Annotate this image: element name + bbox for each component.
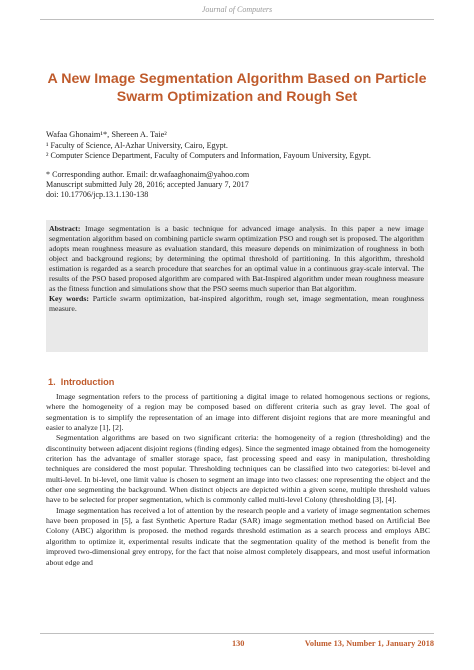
keywords-label: Key words: xyxy=(49,294,89,303)
introduction-body xyxy=(46,392,430,568)
section-heading xyxy=(48,377,114,387)
doi: doi: 10.17706/jcp.13.1.130-138 xyxy=(46,190,149,200)
keywords xyxy=(49,294,424,314)
paragraph: Image segmentation refers to the process of partitioning a digital image to related homogenous sections or regions, where the homogeneity of a region may be composed based on different criteria such as gray level. The goal of segmentation is to simplify the representation of an image into different disjoint regions that are more meaningful and easier to analyze [1], [2]. xyxy=(46,392,430,433)
affiliation-2: ² Computer Science Department, Faculty of Computers and Information, Fayoum University, Egypt. xyxy=(46,151,371,161)
manuscript-dates: Manuscript submitted July 28, 2016; accepted January 7, 2017 xyxy=(46,180,249,190)
section-number: 1. xyxy=(48,377,56,387)
page-number: 130 xyxy=(232,639,245,648)
abstract-text: Image segmentation is a basic technique for advanced image analysis. In this paper a new image segmentation algorithm based on combining particle swarm optimization PSO and rough set is proposed. The algorithm adopts mean roughness measure as evaluation standard, this measure depends on minimization of roughness in both object and background regions; by determining the optimal threshold of partitioning. In this algorithm, threshold estimation is regarded as a search procedure that searches for an optimal value in a continuous gray-scale interval. The results of the PSO based proposed algorithm are compared with Bat-Inspired algorithm under mean roughness measure as the fitness function and simulations show that the PSO seems much superior than Bat algorithm. xyxy=(49,224,424,294)
affiliations xyxy=(46,141,430,161)
paper-title: A New Image Segmentation Algorithm Based on Particle Swarm Optimization and Rough Set xyxy=(47,71,427,105)
volume-info: Volume 13, Number 1, January 2018 xyxy=(304,639,434,648)
affiliation-1: ¹ Faculty of Science, Al-Azhar University, Cairo, Egypt. xyxy=(46,141,228,150)
keywords-text: Particle swarm optimization, bat-inspired algorithm, rough set, image segmentation, mean roughness measure. xyxy=(49,294,424,314)
paragraph: Segmentation algorithms are based on two significant criteria: the homogeneity of a region (thresholding) and the discontinuity between adjacent disjoint regions (finding edges). Since the segmented image obtained from the homogeneity criterion has the advantage of smaller storage space, fast processing speed and easy in manipulation, thresholding techniques are considered the most popular. Thresholding techniques can be classified into two categories: bi-level and multi-level. In bi-level, one limit value is chosen to segment an image into two classes: one representing the object and the other one segmenting the background. When distinct objects are depicted within a given scene, multiple threshold values have to be selected for proper segmentation, which is commonly called multi-level Colony (thresholding [3], [4]. xyxy=(46,433,430,505)
abstract-label: Abstract: xyxy=(49,224,81,233)
footer-divider xyxy=(40,633,434,634)
header-divider xyxy=(40,19,434,20)
journal-header: Journal of Computers xyxy=(201,5,273,14)
section-title: Introduction xyxy=(60,377,115,387)
corresponding-author: * Corresponding author. Email: dr.wafaaghonaim@yahoo.com xyxy=(46,170,250,179)
abstract xyxy=(49,224,424,294)
correspondence-info xyxy=(46,170,430,201)
author-list: Wafaa Ghonaim¹*, Shereen A. Taie² xyxy=(46,130,167,139)
paragraph: Image segmentation has received a lot of attention by the research people and a variety of image segmentation schemes have been proposed in [5], a fast Synthetic Aperture Radar (SAR) image segmentation method based on Artificial Bee Colony (ABC) algorithm is proposed. the method regards threshold estimation as a search process and employs ABC algorithm to optimize it, experimental results indicate that the segmentation quality of the method is benefit from the improved two-dimensional grey entropy, for the fact that noise almost completely disappears, and most useful information about edge and xyxy=(46,505,430,567)
